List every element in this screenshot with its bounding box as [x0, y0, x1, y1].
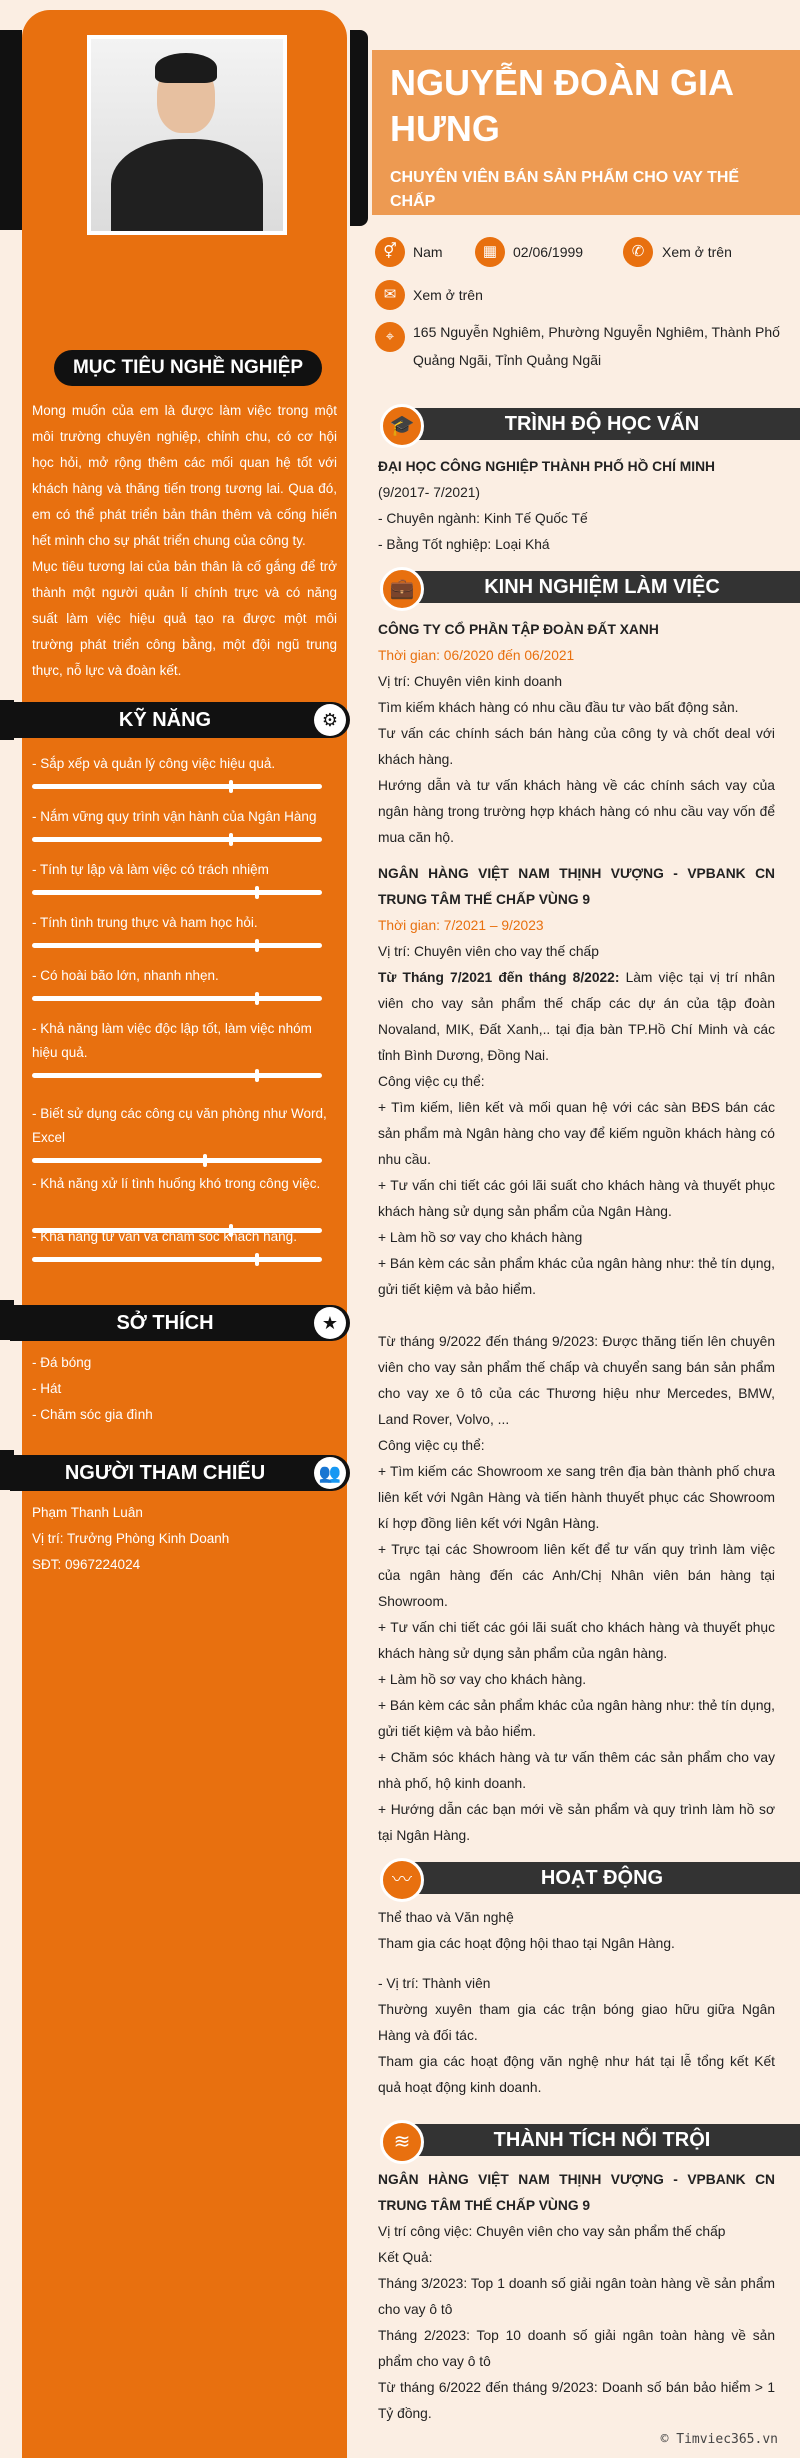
skill-item [32, 911, 332, 935]
skill-label: - Khả năng làm việc độc lập tốt, làm việc nhóm hiệu quả. [32, 1021, 312, 1060]
skill-level-marker [229, 780, 233, 793]
gender-icon: ⚥ [375, 237, 405, 267]
school-name: ĐẠI HỌC CÔNG NGHIỆP THÀNH PHỐ HỒ CHÍ MINH [378, 459, 716, 474]
list-item: - Đá bóng [32, 1355, 92, 1370]
birthday-value: 02/06/1999 [513, 244, 584, 260]
job-period: Từ Tháng 7/2021 đến tháng 8/2022: Làm việc tại vị trí nhân viên cho vay sản phẩm thế chấp các dự án của tập đoàn Novaland, MIK, Đất Xanh,.. tại địa bàn TP.Hồ Chí Minh và các tỉnh Bình Dương, Đồng Nai. [378, 970, 775, 1063]
job-position: Vị trí: Chuyên viên kinh doanh [378, 674, 563, 689]
task-item: + Bán kèm các sản phẩm khác của ngân hàng như: thẻ tín dụng, gửi tiết kiệm và bảo hiểm. [378, 1256, 775, 1297]
achievement-line: Từ tháng 6/2022 đến tháng 9/2023: Doanh số bán bảo hiểm > 1 Tỷ đồng. [378, 2380, 775, 2421]
education-degree: - Bằng Tốt nghiệp: Loại Khá [378, 537, 550, 552]
education-header [380, 404, 800, 442]
job-position: Vị trí: Chuyên viên cho vay thế chấp [378, 944, 599, 959]
skill-level-bar [32, 837, 322, 842]
watermark: © Timviec365.vn [660, 2432, 778, 2447]
location-icon: ⌖ [375, 322, 405, 352]
task-item: + Tìm kiếm các Showroom xe sang trên địa bàn thành phố chưa liên kết với Ngân Hàng và tiến hành thuyết phục các Showroom kí hợp đồng liên kết với Ngân Hàng. [378, 1464, 775, 1531]
skill-item [32, 752, 332, 776]
hobbies-header [10, 1305, 350, 1341]
skill-level-bar [32, 1158, 322, 1163]
objective-paragraph: Mục tiêu tương lai của bản thân là cố gắng để trở thành một người quản lí chính trực và có năng suất làm việc hiệu quả tạo ra được một môi trường phát triển công bằng, một đội ngũ trung thực, nỗ lực và đoàn kết. [32, 559, 337, 678]
skill-item [32, 1172, 332, 1196]
skill-level-bar [32, 943, 322, 948]
activities-header [380, 1858, 800, 1896]
skill-item [32, 1017, 332, 1065]
skill-level-marker [255, 939, 259, 952]
gender-value: Nam [413, 244, 443, 260]
company-name: NGÂN HÀNG VIỆT NAM THỊNH VƯỢNG - VPBANK CN TRUNG TÂM THẾ CHẤP VÙNG 9 [378, 866, 775, 907]
skill-label: - Biết sử dụng các công cụ văn phòng như Word, Excel [32, 1106, 327, 1145]
job-duty: Tìm kiếm khách hàng có nhu cầu đầu tư vào bất động sản. [378, 700, 739, 715]
activity-line: Tham gia các hoạt động văn nghệ như hát tại lễ tổng kết Kết quả hoạt động kinh doanh. [378, 2054, 775, 2095]
task-item: + Làm hồ sơ vay cho khách hàng [378, 1230, 583, 1245]
achievement-line: Kết Quả: [378, 2250, 433, 2265]
gear-icon: ⚙ [314, 704, 346, 736]
education-block [378, 454, 775, 558]
skill-level-bar [32, 996, 322, 1001]
task-list [378, 1095, 775, 1303]
skill-level-marker [255, 1253, 259, 1266]
task-item: + Làm hồ sơ vay cho khách hàng. [378, 1672, 587, 1687]
job-period: Từ tháng 9/2022 đến tháng 9/2023: Được thăng tiến lên chuyên viên cho vay sản phẩm thế chấp và chuyển sang bán sản phẩm cho vay xe ô tô của các Thương hiệu như Mercedes, BMW, Land Rover, Volvo, ... [378, 1334, 775, 1427]
skill-item [32, 1225, 332, 1249]
job-time: Thời gian: 7/2021 – 9/2023 [378, 918, 544, 933]
skill-label: - Sắp xếp và quản lý công việc hiệu quả. [32, 756, 276, 771]
graduation-cap-icon: 🎓 [380, 404, 424, 448]
activities-title: HOẠT ĐỘNG [404, 1862, 800, 1894]
achievement-line: Tháng 3/2023: Top 1 doanh số giải ngân toàn hàng về sản phẩm cho vay ô tô [378, 2276, 775, 2317]
company-name: CÔNG TY CỔ PHẦN TẬP ĐOÀN ĐẤT XANH [378, 622, 659, 637]
skill-level-bar [32, 1073, 322, 1078]
job-time: Thời gian: 06/2020 đến 06/2021 [378, 648, 575, 663]
objective-title: MỤC TIÊU NGHỀ NGHIỆP [54, 350, 322, 386]
skill-level-bar [32, 784, 322, 789]
phone-value: Xem ở trên [662, 244, 732, 260]
achievements-header [380, 2120, 800, 2158]
activity-line: - Vị trí: Thành viên [378, 1976, 491, 1991]
task-item: + Trực tại các Showroom liên kết để tư vấn quy trình làm việc của ngân hàng đến các Anh/Chị Nhân viên bán hàng tại Showroom. [378, 1542, 775, 1609]
task-item: + Tìm kiếm, liên kết và mối quan hệ với các sàn BĐS bán các sản phẩm mà Ngân hàng cho vay để kiếm nguồn khách hàng có nhu cầu. [378, 1100, 775, 1167]
hobbies-list [32, 1350, 153, 1428]
skill-level-marker [255, 1069, 259, 1082]
left-decor [0, 30, 22, 230]
mail-icon: ✉ [375, 280, 405, 310]
skill-level-marker [255, 886, 259, 899]
email-value: Xem ở trên [413, 287, 483, 303]
skill-label: - Khả năng xử lí tình huống khó trong công việc. [32, 1176, 321, 1191]
skill-level-marker [255, 992, 259, 1005]
people-icon: 👥 [314, 1457, 346, 1489]
achievement-line: Tháng 2/2023: Top 10 doanh số giải ngân toàn hàng về sản phẩm cho vay ô tô [378, 2328, 775, 2369]
job-title: CHUYÊN VIÊN BÁN SẢN PHẨM CHO VAY THẾ CHẤP [390, 169, 740, 210]
task-item: + Bán kèm các sản phẩm khác của ngân hàng như: thẻ tín dụng, gửi tiết kiệm và bảo hiểm. [378, 1698, 775, 1739]
achievement-org: NGÂN HÀNG VIỆT NAM THỊNH VƯỢNG - VPBANK CN TRUNG TÂM THẾ CHẤP VÙNG 9 [378, 2172, 775, 2213]
experience-block [378, 617, 775, 1849]
skill-level-bar [32, 890, 322, 895]
header-decor [350, 30, 368, 226]
skill-label: - Tính tình trung thực và ham học hỏi. [32, 915, 258, 930]
skill-label: - Khả năng tư vấn và chăm sóc khách hàng. [32, 1229, 297, 1244]
task-item: + Tư vấn chi tiết các gói lãi suất cho khách hàng và thuyết phục khách hàng sử dụng sản phẩm của Ngân Hàng. [378, 1178, 775, 1219]
name-box [372, 50, 800, 215]
skills-title: KỸ NĂNG [118, 709, 212, 731]
skill-item [32, 1102, 332, 1150]
skill-level-marker [203, 1154, 207, 1167]
pulse-icon: 〰 [380, 1858, 424, 1902]
address-value: 165 Nguyễn Nghiêm, Phường Nguyễn Nghiêm, Thành Phố Quảng Ngãi, Tỉnh Quảng Ngãi [413, 324, 780, 368]
calendar-icon: ▦ [475, 237, 505, 267]
list-item: - Hát [32, 1381, 62, 1396]
candidate-name: NGUYỄN ĐOÀN GIA HƯNG [390, 62, 733, 149]
references-title: NGƯỜI THAM CHIẾU [64, 1462, 266, 1484]
phone-icon: ✆ [623, 237, 653, 267]
references-header [10, 1455, 350, 1491]
skill-item [32, 964, 332, 988]
skill-label: - Nắm vững quy trình vận hành của Ngân Hàng [32, 809, 317, 824]
skill-label: - Tính tự lập và làm việc có trách nhiệm [32, 862, 269, 877]
activity-line: Thể thao và Văn nghệ [378, 1910, 514, 1925]
reference-phone: SĐT: 0967224024 [32, 1557, 141, 1572]
activity-line: Thường xuyên tham gia các trận bóng giao hữu giữa Ngân Hàng và đối tác. [378, 2002, 775, 2043]
skill-level-marker [229, 833, 233, 846]
skill-label: - Có hoài bão lớn, nhanh nhẹn. [32, 968, 219, 983]
job-duty: Tư vấn các chính sách bán hàng của công ty và chốt deal với khách hàng. [378, 726, 775, 767]
tasks-label: Công việc cụ thể: [378, 1438, 485, 1453]
job-duty: Hướng dẫn và tư vấn khách hàng về các chính sách vay của ngân hàng trong trường hợp khách hàng có nhu cầu vay vốn để mua căn hộ. [378, 778, 775, 845]
briefcase-icon: 💼 [380, 567, 424, 611]
task-item: + Hướng dẫn các bạn mới về sản phẩm và quy trình làm hồ sơ tại Ngân Hàng. [378, 1802, 775, 1843]
references-list [32, 1500, 229, 1578]
tasks-label: Công việc cụ thể: [378, 1074, 485, 1089]
activity-line: Tham gia các hoạt động hội thao tại Ngân Hàng. [378, 1936, 675, 1951]
achievements-block [378, 2167, 775, 2427]
achievement-line: Vị trí công việc: Chuyên viên cho vay sản phẩm thế chấp [378, 2224, 726, 2239]
skill-item [32, 805, 332, 829]
star-icon: ★ [314, 1307, 346, 1339]
skill-level-bar [32, 1257, 322, 1262]
task-item: + Chăm sóc khách hàng và tư vấn thêm các sản phẩm cho vay nhà phố, hộ kinh doanh. [378, 1750, 775, 1791]
objective-paragraph: Mong muốn của em là được làm việc trong một môi trường chuyên nghiệp, chỉnh chu, có cơ hội học hỏi, mở rộng thêm các mối quan hệ tốt với khách hàng và thăng tiến trong tương lai. Qua đó, em có thể phát triển bản thân thêm và cống hiến hết mình cho sự phát triển chung của công ty. [32, 403, 337, 548]
activities-block [378, 1905, 775, 2101]
skill-item [32, 858, 332, 882]
list-item: - Chăm sóc gia đình [32, 1407, 153, 1422]
education-major: - Chuyên ngành: Kinh Tế Quốc Tế [378, 511, 588, 526]
skills-header [10, 702, 350, 738]
hobbies-title: SỞ THÍCH [116, 1312, 214, 1334]
sidebar [22, 10, 347, 2458]
reference-position: Vị trí: Trưởng Phòng Kinh Doanh [32, 1531, 230, 1546]
reference-name: Phạm Thanh Luân [32, 1505, 143, 1520]
achievements-title: THÀNH TÍCH NỔI TRỘI [404, 2124, 800, 2156]
layers-icon: ≋ [380, 2120, 424, 2164]
task-item: + Tư vấn chi tiết các gói lãi suất cho khách hàng và thuyết phục khách hàng sử dụng sản phẩm của ngân hàng. [378, 1620, 775, 1661]
education-time: (9/2017- 7/2021) [378, 485, 481, 500]
experience-header [380, 567, 800, 605]
avatar [87, 35, 287, 235]
experience-title: KINH NGHIỆM LÀM VIỆC [404, 571, 800, 603]
task-list [378, 1459, 775, 1849]
objective-text [32, 398, 337, 684]
education-title: TRÌNH ĐỘ HỌC VẤN [404, 408, 800, 440]
